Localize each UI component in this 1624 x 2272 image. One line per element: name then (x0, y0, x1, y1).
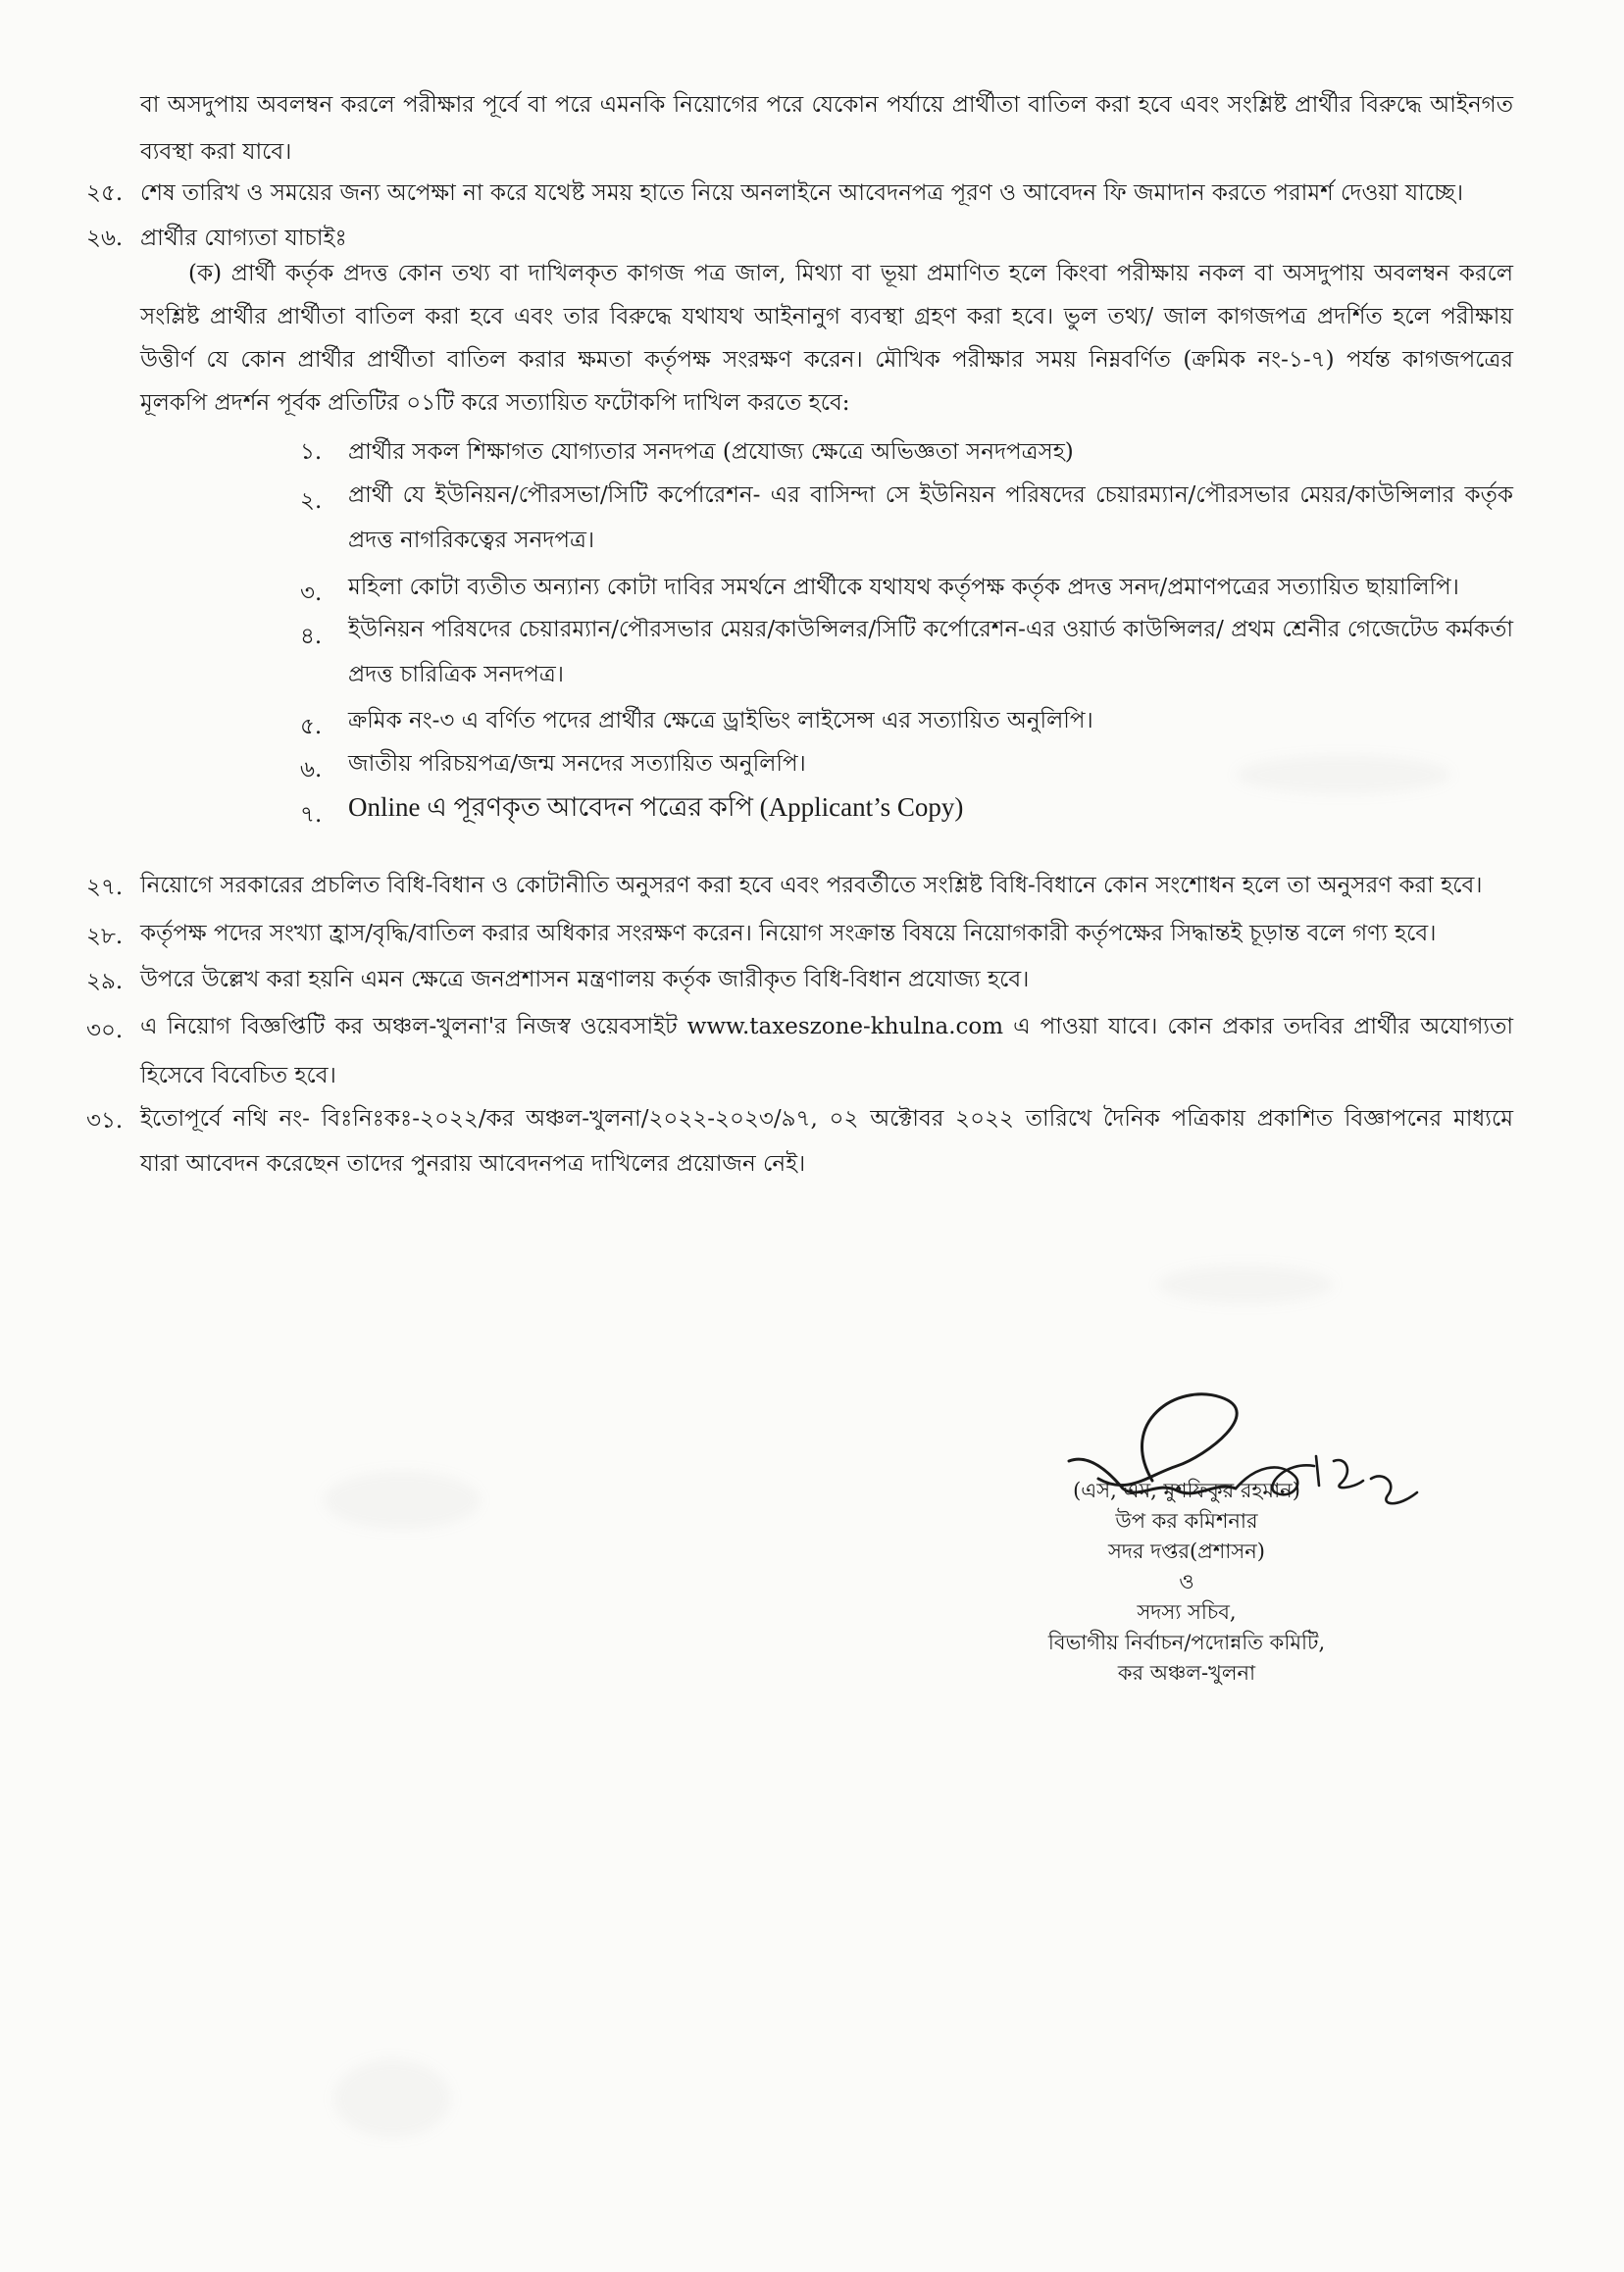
signatory-designation: উপ কর কমিশনার (1115, 1509, 1258, 1533)
list-item: মহিলা কোটা ব্যতীত অন্যান্য কোটা দাবির সমর্থনে প্রার্থীকে যথাযথ কর্তৃপক্ষ কর্তৃক প্রদত্ত সনদ/প্রমাণপত্রের সত্যায়িত ছায়ালিপি। (348, 575, 1459, 600)
paragraph-number: ৩১. (86, 1108, 124, 1134)
paragraph-27: নিয়োগে সরকারের প্রচলিত বিধি-বিধান ও কোটানীতি অনুসরণ করা হবে এবং পরবর্তীতে সংশ্লিষ্ট বিধি-বিধানে কোন সংশোধন হলে তা অনুসরণ করা হবে। (140, 873, 1483, 898)
scan-smudge (1157, 1265, 1334, 1304)
paragraph-number: ২৬. (86, 226, 124, 251)
signatory-role: সদস্য সচিব, (1137, 1600, 1237, 1624)
paragraph-number: ২৮. (86, 924, 124, 949)
paragraph-31: ইতোপূর্বে নথি নং- বিঃনিঃকঃ-২০২২/কর অঞ্চল-খুলনা/২০২২-২০২৩/৯৭, ০২ অক্টোবর ২০২২ তারিখে দৈনিক পত্রিকায় প্রকাশিত বিজ্ঞাপনের মাধ্যমে (140, 1106, 1513, 1132)
list-item-number: ৭. (300, 802, 323, 828)
paragraph-number: ৩০. (86, 1018, 124, 1043)
signatory-office: সদর দপ্তর(প্রশাসন) (1108, 1540, 1265, 1563)
paragraph-31: যারা আবেদন করেছেন তাদের পুনরায় আবেদনপত্র দাখিলের প্রয়োজন নেই। (140, 1151, 806, 1177)
paragraph-26a: (ক) প্রার্থী কর্তৃক প্রদত্ত কোন তথ্য বা দাখিলকৃত কাগজ পত্র জাল, মিথ্যা বা ভূয়া প্রমাণিত হলে কিংবা পরীক্ষায় নকল বা অসদুপায় অবলম্বন করলে (188, 261, 1513, 286)
paragraph-24-continuation: বা অসদুপায় অবলম্বন করলে পরীক্ষার পূর্বে বা পরে এমনকি নিয়োগের পরে যেকোন পর্যায়ে প্রার্থীতা বাতিল করা হবে এবং সংশ্লিষ্ট প্রার্থীর বিরুদ্ধে আইনগত (140, 92, 1513, 118)
list-item: ক্রমিক নং-৩ এ বর্ণিত পদের প্রার্থীর ক্ষেত্রে ড্রাইভিং লাইসেন্স এর সত্যায়িত অনুলিপি। (348, 708, 1093, 733)
paragraph-number: ২৫. (86, 180, 124, 206)
paragraph-30: এ নিয়োগ বিজ্ঞপ্তিটি কর অঞ্চল-খুলনা'র নিজস্ব ওয়েবসাইট www.taxeszone-khulna.com এ পাওয়া যাবে। কোন প্রকার তদবির প্রার্থীর অযোগ্যতা (140, 1014, 1513, 1039)
list-item-number: ৬. (300, 757, 323, 783)
signatory-name: (এস, এম, মুশফিকুর রহমান) (1073, 1479, 1300, 1502)
paragraph-number: ২৭. (86, 875, 124, 900)
list-item-number: ৩. (300, 581, 323, 606)
paragraph-26a: সংশ্লিষ্ট প্রার্থীর প্রার্থীতা বাতিল করা হবে এবং তার বিরুদ্ধে যথাযথ আইনানুগ ব্যবস্থা গ্রহণ করা হবে। ভুল তথ্য/ জাল কাগজপত্র প্রদর্শিত হলে পরীক্ষায় (140, 304, 1513, 329)
list-item-number: ১. (300, 439, 323, 465)
paragraph-24-continuation: ব্যবস্থা করা যাবে। (140, 139, 292, 165)
scan-smudge (333, 2059, 451, 2138)
scan-smudge (324, 1471, 481, 1530)
list-item-number: ৫. (300, 714, 323, 739)
list-item: জাতীয় পরিচয়পত্র/জন্ম সনদের সত্যায়িত অনুলিপি। (348, 751, 806, 777)
paragraph-29: উপরে উল্লেখ করা হয়নি এমন ক্ষেত্রে জনপ্রশাসন মন্ত্রণালয় কর্তৃক জারীকৃত বিধি-বিধান প্রযোজ্য হবে। (140, 967, 1030, 992)
list-item: Online এ পূরণকৃত আবেদন পত্রের কপি (Applicant’s Copy) (348, 792, 964, 822)
list-item: প্রদত্ত চারিত্রিক সনদপত্র। (348, 662, 564, 687)
paragraph-26a: মূলকপি প্রদর্শন পূর্বক প্রতিটির ০১টি করে সত্যায়িত ফটোকপি দাখিল করতে হবে: (140, 390, 850, 416)
list-item: প্রার্থী যে ইউনিয়ন/পৌরসভা/সিটি কর্পোরেশন- এর বাসিন্দা সে ইউনিয়ন পরিষদের চেয়ারম্যান/পৌরসভার মেয়র/কাউন্সিলার কর্তৃক (348, 482, 1513, 508)
paragraph-number: ২৯. (86, 969, 124, 994)
paragraph-26-heading: প্রার্থীর যোগ্যতা যাচাইঃ (140, 226, 347, 251)
paragraph-28: কর্তৃপক্ষ পদের সংখ্যা হ্রাস/বৃদ্ধি/বাতিল করার অধিকার সংরক্ষণ করেন। নিয়োগ সংক্রান্ত বিষয়ে নিয়োগকারী কর্তৃপক্ষের সিদ্ধান্তই চূড়ান্ত বলে গণ্য হবে। (140, 921, 1437, 946)
paragraph-26a: উত্তীর্ণ যে কোন প্রার্থীর প্রার্থীতা বাতিল করার ক্ষমতা কর্তৃপক্ষ সংরক্ষণ করেন। মৌখিক পরীক্ষার সময় নিম্নবর্ণিত (ক্রমিক নং-১-৭) পর্যন্ত কাগজপত্রের (140, 347, 1513, 373)
scan-smudge (1236, 755, 1451, 794)
paragraph-25: শেষ তারিখ ও সময়ের জন্য অপেক্ষা না করে যথেষ্ট সময় হাতে নিয়ে অনলাইনে আবেদনপত্র পূরণ ও আবেদন ফি জমাদান করতে পরামর্শ দেওয়া যাচ্ছে। (140, 180, 1464, 206)
signatory-committee: বিভাগীয় নির্বাচন/পদোন্নতি কমিটি, (1047, 1631, 1326, 1654)
list-item: প্রদত্ত নাগরিকত্বের সনদপত্র। (348, 528, 595, 553)
list-item: ইউনিয়ন পরিষদের চেয়ারম্যান/পৌরসভার মেয়র/কাউন্সিলর/সিটি কর্পোরেশন-এর ওয়ার্ড কাউন্সিলর/ প্রথম শ্রেনীর গেজেটেড কর্মকর্তা (348, 617, 1513, 642)
signatory-zone: কর অঞ্চল-খুলনা (1117, 1661, 1256, 1685)
paragraph-30: হিসেবে বিবেচিত হবে। (140, 1063, 336, 1088)
signatory-conjunction: ও (1179, 1570, 1194, 1593)
list-item-number: ২. (300, 488, 323, 514)
list-item-number: ৪. (300, 624, 323, 649)
list-item: প্রার্থীর সকল শিক্ষাগত যোগ্যতার সনদপত্র (প্রযোজ্য ক্ষেত্রে অভিজ্ঞতা সনদপত্রসহ) (348, 439, 1074, 465)
signature-block (990, 1476, 1383, 1689)
